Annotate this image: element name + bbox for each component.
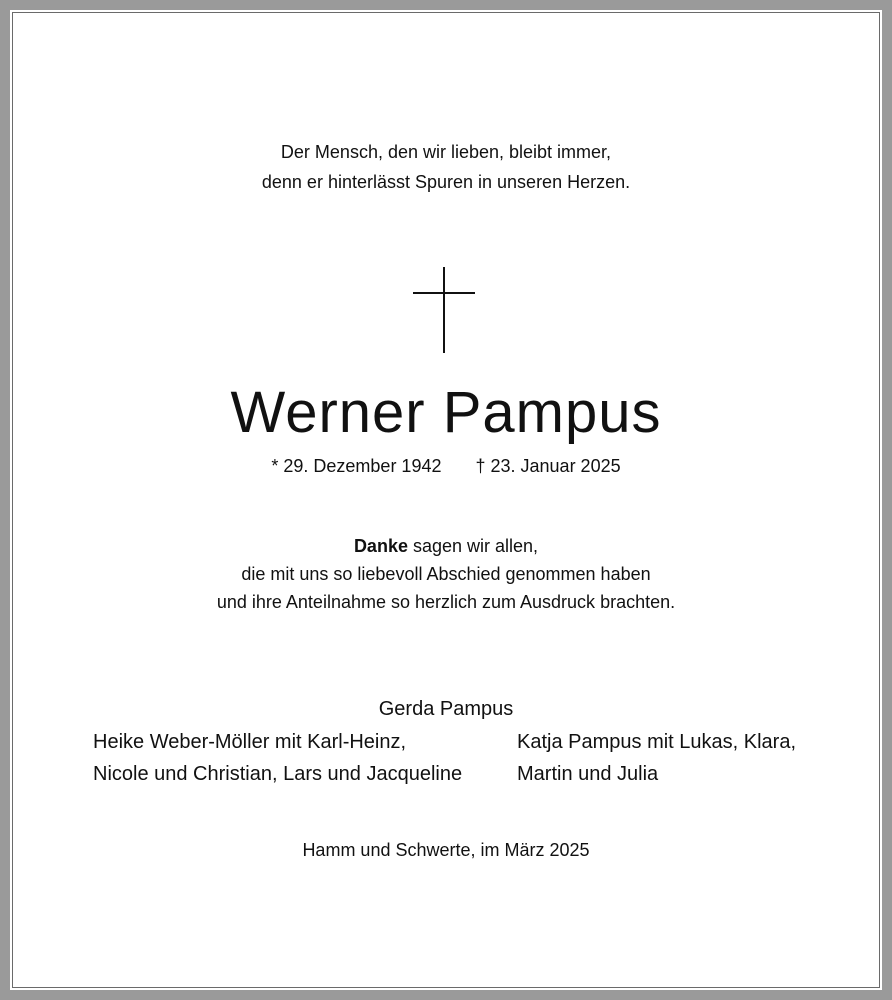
cross-icon: [413, 267, 475, 353]
thanks-line-1-rest: sagen wir allen,: [407, 536, 539, 556]
family-left-line-1: Heike Weber-Möller mit Karl-Heinz,: [93, 731, 407, 753]
family-left-column: [93, 726, 462, 790]
family-right-column: [517, 726, 796, 790]
family-left-line-2: Nicole und Christian, Lars und Jacqueline: [93, 763, 463, 785]
birth-date: * 29. Dezember 1942: [271, 456, 442, 476]
thanks-text: [0, 532, 892, 616]
motto-line-2: denn er hinterlässt Spuren in unseren Herzen.: [261, 172, 631, 192]
thanks-line-3: und ihre Anteilnahme so herzlich zum Ausdruck brachten.: [216, 592, 676, 612]
family-head: Gerda Pampus: [378, 698, 514, 720]
family-right-line-1: Katja Pampus mit Lukas, Klara,: [517, 731, 797, 753]
place-date: Hamm und Schwerte, im März 2025: [302, 840, 590, 860]
deceased-name: Werner Pampus: [230, 380, 662, 445]
thanks-line-2: die mit uns so liebevoll Abschied genommen haben: [241, 564, 651, 584]
thanks-line-1: [0, 532, 892, 560]
life-dates: [0, 453, 892, 479]
thanks-bold-word: Danke: [353, 536, 408, 556]
death-date: † 23. Januar 2025: [475, 456, 621, 476]
motto: [0, 137, 892, 197]
motto-line-1: Der Mensch, den wir lieben, bleibt immer,: [280, 142, 612, 162]
family-right-line-2: Martin und Julia: [517, 763, 659, 785]
